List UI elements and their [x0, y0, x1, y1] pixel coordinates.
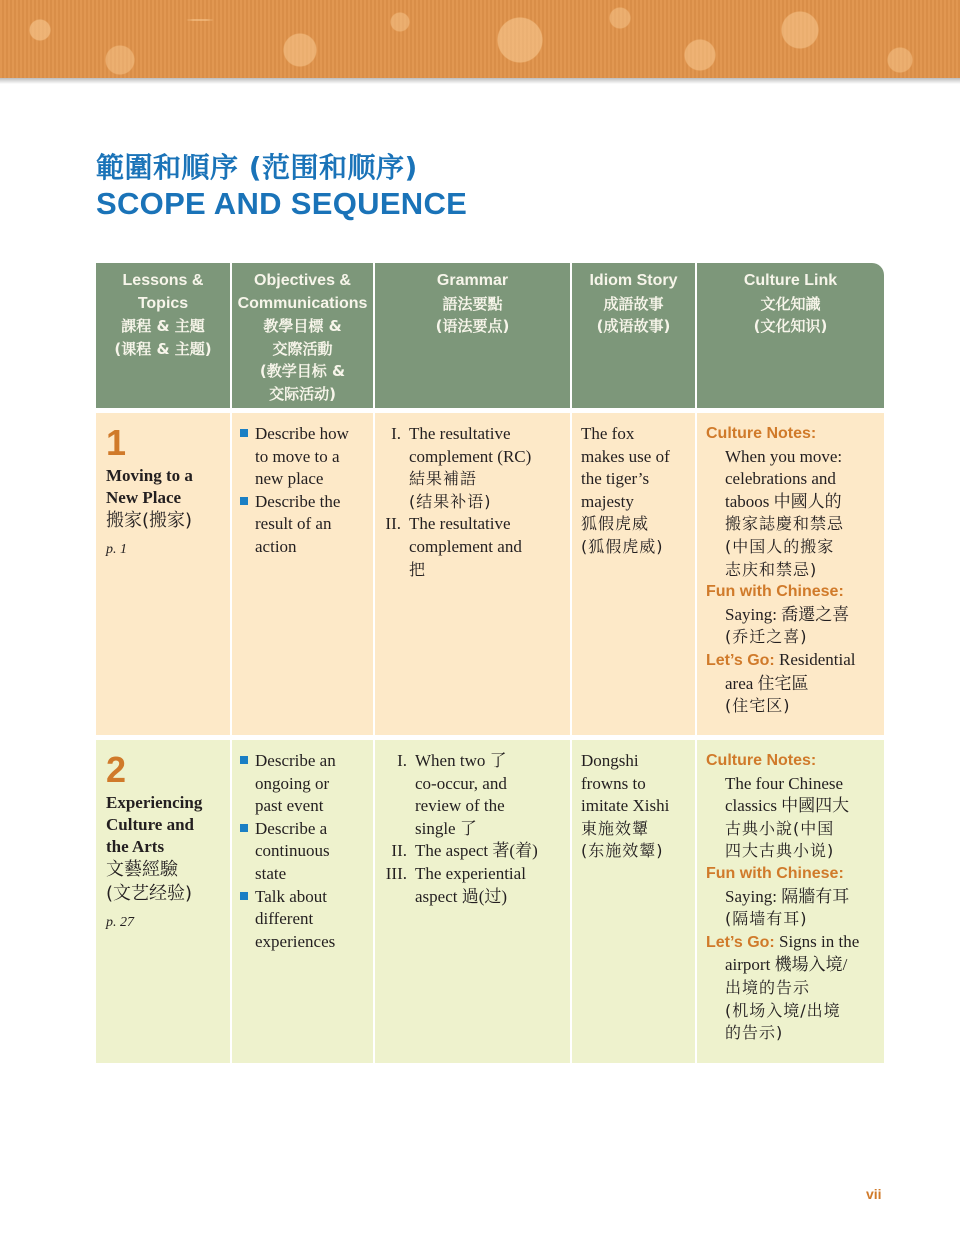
lesson-title-chinese: 搬家(搬家) [106, 510, 193, 531]
culture-text-chinese: 的告示) [725, 1023, 784, 1043]
square-bullet-icon [240, 756, 248, 764]
grammar-numeral: II. [385, 514, 401, 534]
grammar-numeral: I. [397, 751, 407, 770]
lesson-number: 1 [106, 422, 127, 463]
header-text: Lessons & [122, 272, 204, 289]
idiom-text: majesty [581, 491, 634, 511]
header-text: (文化知识) [753, 317, 828, 335]
header-text: Culture Link [743, 272, 838, 289]
lesson-cell [96, 413, 232, 735]
idiom-cell [572, 413, 697, 735]
header-text: Idiom Story [589, 272, 678, 289]
table-header-row [96, 263, 884, 408]
culture-text-chinese: 志庆和禁忌) [725, 559, 818, 579]
grammar-text: The experiential [415, 863, 526, 883]
grammar-numeral: II. [391, 841, 407, 861]
objective-text: Describe a [255, 818, 328, 838]
decorative-banner [0, 0, 960, 78]
objective-text: Describe an [255, 751, 336, 770]
column-header-lessons [96, 263, 232, 408]
grammar-item [381, 863, 570, 908]
banner-shadow [0, 78, 960, 84]
header-text: (语法要点) [435, 317, 510, 335]
header-text: 成語故事 [603, 294, 664, 313]
culture-text: Saying: 喬遷之喜 [725, 604, 850, 624]
header-text: Topics [137, 294, 189, 312]
culture-text: classics 中國四大 [725, 796, 850, 816]
objective-text: Describe how [255, 424, 349, 443]
grammar-item [381, 423, 570, 513]
header-text: 課程 & 主題 [121, 317, 205, 335]
grammar-numeral: I. [391, 424, 401, 443]
culture-text: When you move: [725, 446, 843, 466]
lesson-cell [96, 740, 232, 1063]
header-text: (教学目标 & [259, 362, 346, 380]
header-text: 語法要點 [442, 294, 503, 313]
objective-text: continuous [255, 841, 330, 861]
header-text: Grammar [436, 272, 509, 289]
grammar-text-chinese: 把 [409, 559, 427, 579]
lesson-title: Culture and [106, 815, 195, 834]
culture-text-chinese: (乔迁之喜) [725, 627, 808, 647]
grammar-text: review of the [415, 796, 505, 816]
culture-notes-label: Culture Notes: [706, 752, 817, 769]
idiom-text: the tiger’s [581, 469, 650, 489]
culture-text-chinese: (住宅区) [725, 696, 791, 716]
objectives-cell [232, 740, 375, 1063]
objective-text: state [255, 863, 287, 883]
idiom-text: The fox [581, 424, 635, 443]
fun-with-chinese-label: Fun with Chinese: [706, 864, 844, 882]
header-text: (课程 & 主题) [114, 339, 212, 358]
culture-cell [697, 413, 884, 735]
grammar-text-chinese: 結果補語 [409, 469, 478, 489]
idiom-text-chinese: (狐假虎威) [581, 536, 664, 556]
culture-text-chinese: 古典小說(中国 [725, 818, 835, 838]
culture-text-chinese: 出境的告示 [725, 977, 811, 997]
idiom-text-chinese: (东施效颦) [581, 841, 664, 861]
culture-notes-label: Culture Notes: [706, 425, 817, 442]
page-title-english: SCOPE AND SEQUENCE [96, 186, 468, 221]
lesson-page-ref: p. 1 [106, 542, 127, 557]
objective-item [240, 423, 372, 491]
idiom-cell [572, 740, 697, 1063]
grammar-item [381, 750, 570, 840]
header-text: Communications [237, 294, 368, 312]
grammar-text-chinese: (结果补语) [409, 491, 492, 511]
culture-cell [697, 740, 884, 1063]
lets-go-label: Let’s Go: [706, 933, 775, 951]
lesson-title: the Arts [106, 837, 165, 856]
column-header-objectives [232, 263, 375, 408]
page-title-chinese: 範圍和順序 (范围和顺序) [96, 151, 418, 184]
table-row-lesson-2 [96, 740, 884, 1063]
square-bullet-icon [240, 824, 248, 832]
lesson-title-chinese: (文艺经验) [106, 883, 193, 904]
grammar-text: aspect 過(过) [415, 886, 508, 906]
column-header-grammar [375, 263, 572, 408]
culture-text: area 住宅區 [725, 673, 809, 693]
grammar-cell [375, 413, 572, 735]
culture-text: celebrations and [725, 469, 836, 489]
lesson-title: New Place [106, 488, 182, 507]
objective-text: past event [255, 796, 324, 816]
objective-text: Talk about [255, 886, 327, 906]
objective-text: ongoing or [255, 773, 330, 793]
square-bullet-icon [240, 429, 248, 437]
culture-text: Saying: 隔牆有耳 [725, 886, 850, 906]
idiom-text: makes use of [581, 446, 670, 466]
objective-text: result of an [255, 514, 332, 534]
idiom-text: Dongshi [581, 751, 639, 770]
lesson-title: Moving to a [106, 466, 193, 485]
column-header-culture-link [697, 263, 884, 408]
objective-text: new place [255, 469, 324, 489]
header-text: 交際活動 [272, 339, 333, 358]
grammar-text: complement (RC) [409, 446, 532, 466]
culture-text: airport 機場入境/ [725, 955, 848, 975]
column-header-idiom-story [572, 263, 697, 408]
objective-item [240, 750, 372, 818]
culture-text-chinese: (隔墙有耳) [725, 909, 808, 929]
square-bullet-icon [240, 892, 248, 900]
lesson-title: Experiencing [106, 793, 203, 812]
grammar-text: The aspect 著(着) [415, 841, 538, 861]
grammar-text: single 了 [415, 818, 477, 838]
objective-text: experiences [255, 931, 336, 951]
scope-sequence-table [96, 263, 884, 1063]
grammar-text: The resultative [409, 514, 511, 534]
grammar-text: co-occur, and [415, 773, 507, 793]
culture-text: The four Chinese [725, 773, 844, 793]
objective-item [240, 886, 372, 954]
culture-text: Residential [779, 649, 856, 669]
objective-item [240, 818, 372, 886]
grammar-numeral: III. [385, 863, 407, 883]
idiom-text-chinese: 東施效顰 [581, 818, 650, 838]
header-text: Objectives & [254, 272, 351, 289]
header-text: 教學目標 & [263, 317, 342, 335]
culture-text: Signs in the [779, 931, 860, 951]
objectives-cell [232, 413, 375, 735]
lets-go-label: Let’s Go: [706, 651, 775, 669]
idiom-text: frowns to [581, 773, 646, 793]
page-number: vii [866, 1186, 882, 1202]
objective-text: Describe the [255, 491, 341, 511]
culture-text-chinese: 搬家誌慶和禁忌 [725, 514, 845, 534]
grammar-text: When two 了 [415, 751, 507, 770]
grammar-text: The resultative [409, 424, 511, 443]
grammar-cell [375, 740, 572, 1063]
culture-text-chinese: (中国人的搬家 [725, 536, 835, 556]
grammar-item [381, 513, 570, 581]
culture-text: taboos 中國人的 [725, 491, 842, 511]
fun-with-chinese-label: Fun with Chinese: [706, 583, 844, 601]
objective-text: to move to a [255, 446, 340, 466]
culture-text-chinese: (机场入境/出境 [725, 1000, 841, 1020]
header-text: (成语故事) [596, 317, 671, 335]
grammar-item [381, 840, 570, 863]
header-text: 文化知識 [760, 294, 821, 313]
idiom-text: imitate Xishi [581, 796, 670, 816]
lesson-number: 2 [106, 749, 127, 790]
culture-text-chinese: 四大古典小说) [725, 841, 835, 861]
idiom-text-chinese: 狐假虎威 [581, 514, 650, 534]
grammar-text: complement and [409, 536, 522, 556]
header-text: 交际活动) [269, 384, 336, 403]
lesson-page-ref: p. 27 [106, 915, 134, 930]
objective-text: different [255, 909, 314, 929]
objective-text: action [255, 536, 297, 556]
lesson-title-chinese: 文藝經驗 [106, 859, 178, 880]
square-bullet-icon [240, 497, 248, 505]
table-row-lesson-1 [96, 413, 884, 735]
objective-item [240, 491, 372, 559]
